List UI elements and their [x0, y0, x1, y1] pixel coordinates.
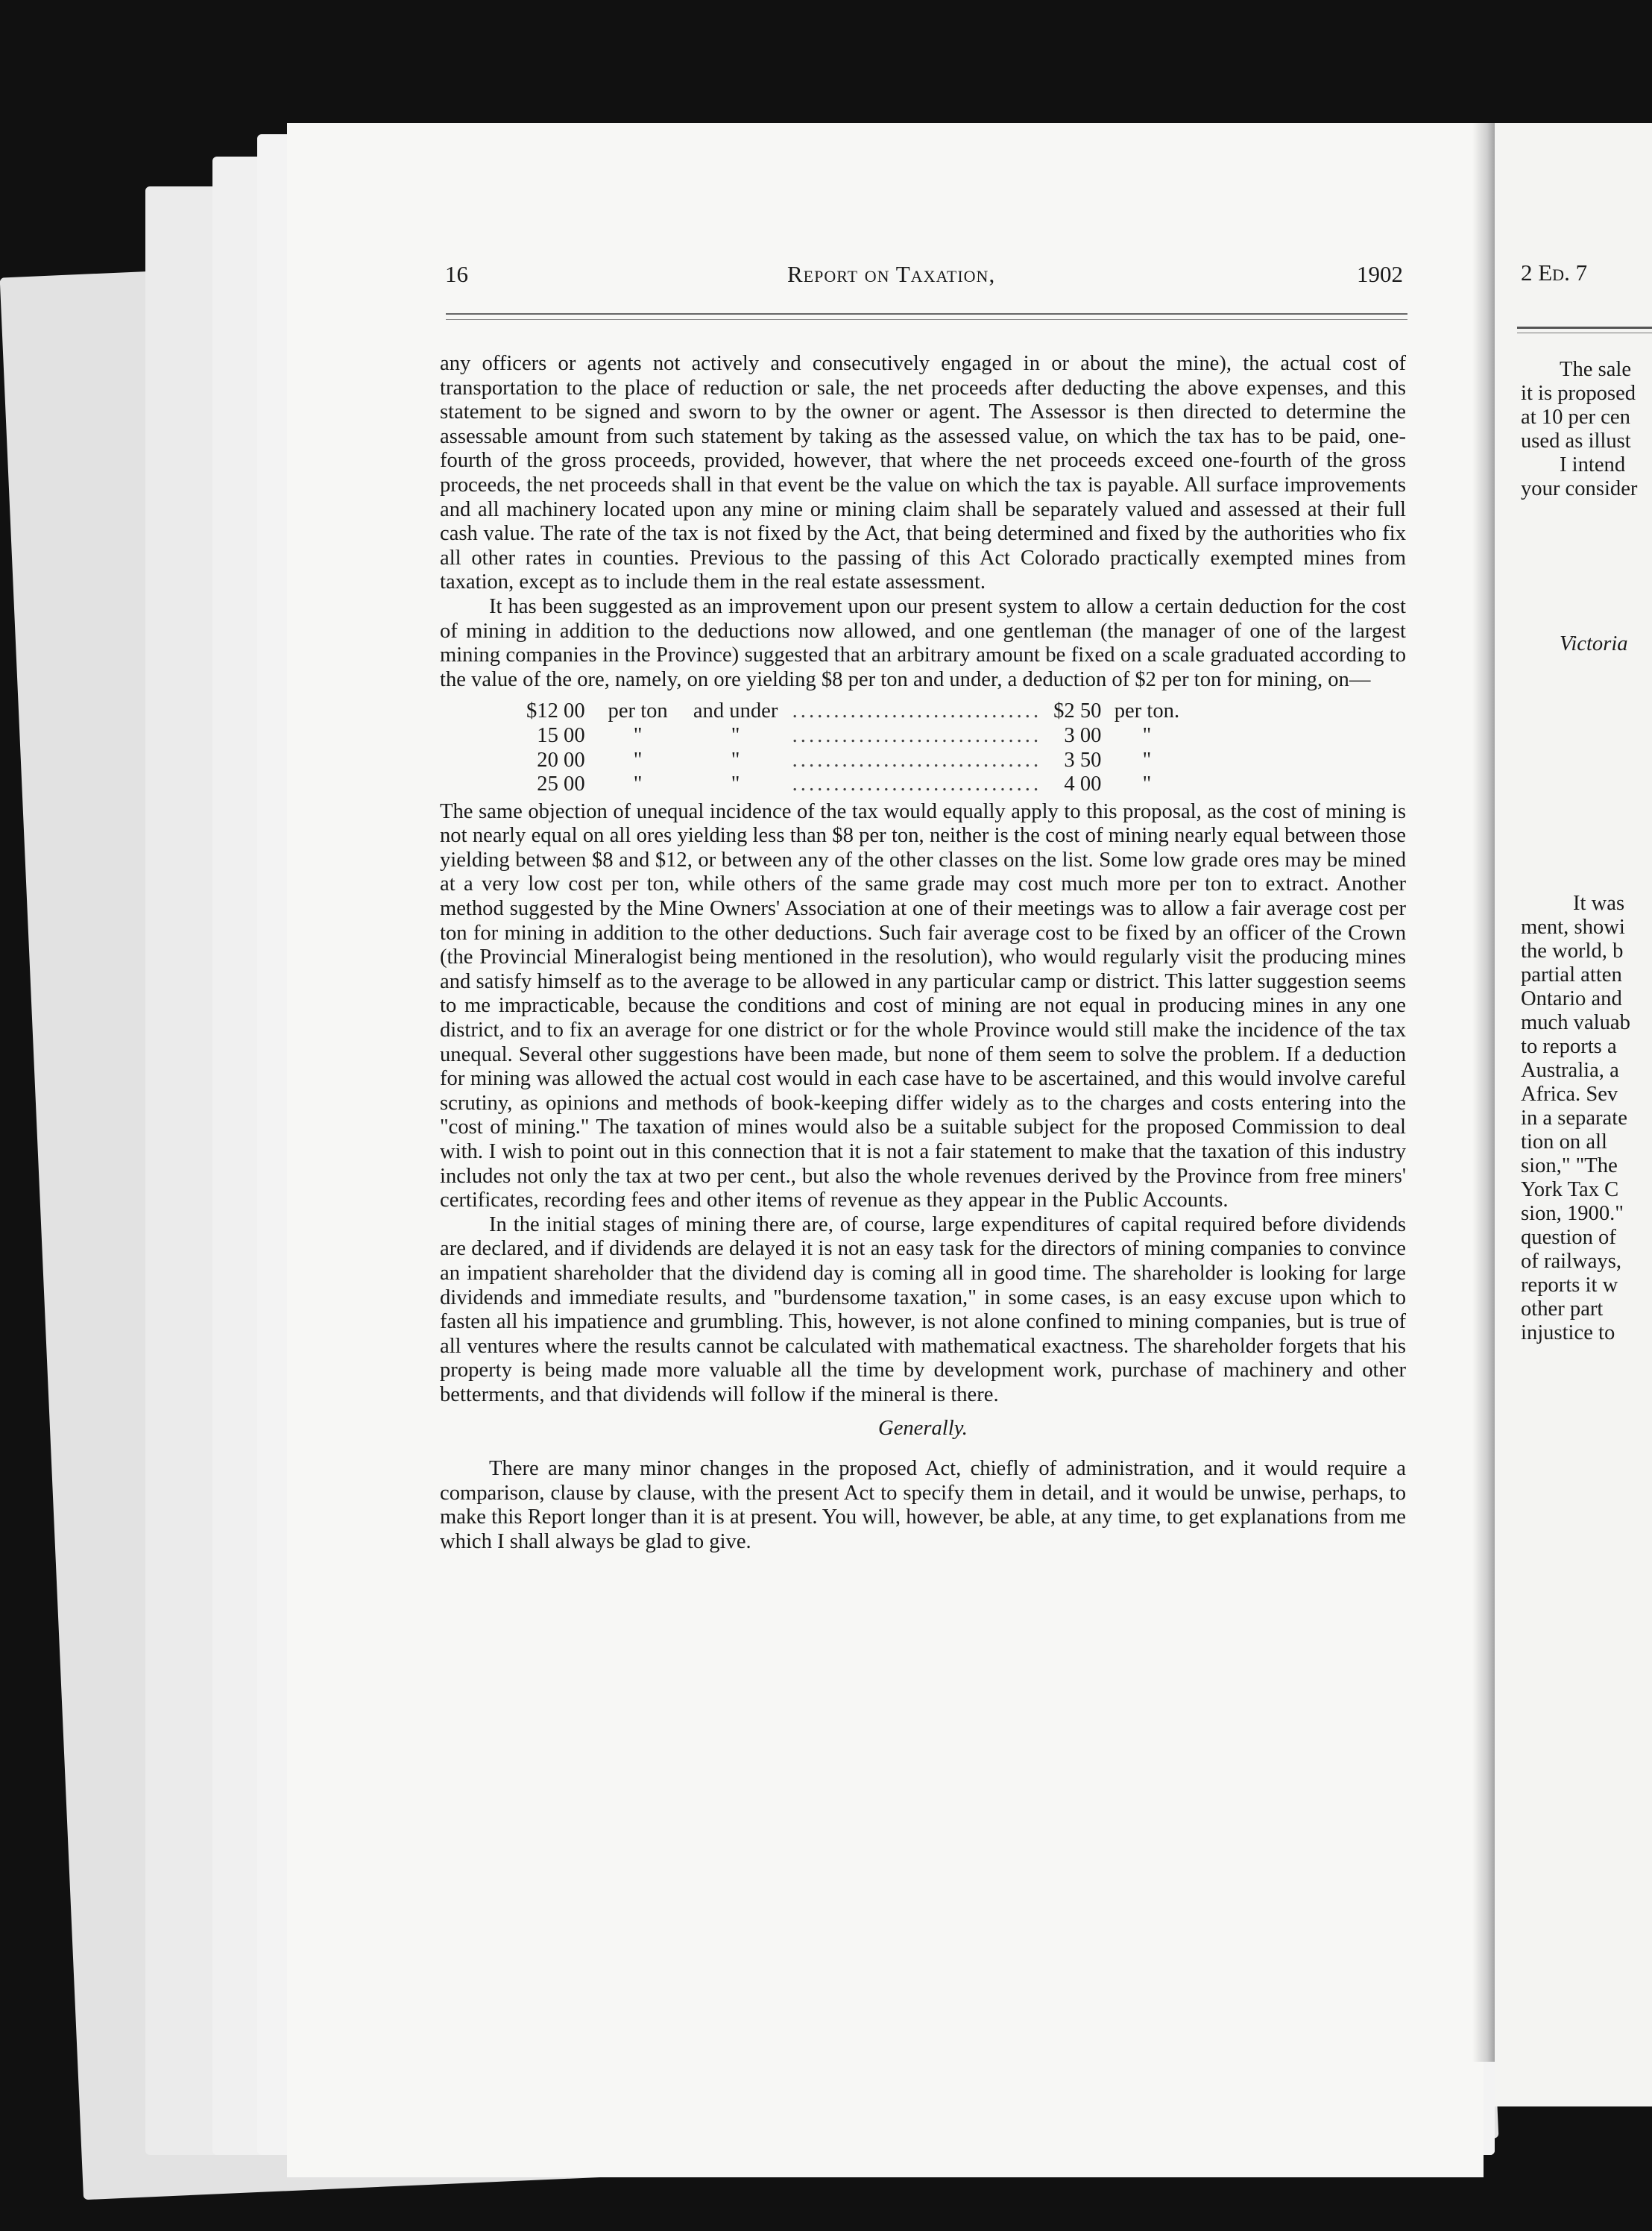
section-heading: Generally. [878, 1416, 968, 1440]
right-page-line: Ontario and [1521, 987, 1622, 1010]
rate-condition: and under [693, 699, 778, 723]
paragraph-4: In the initial stages of mining there are, of course, large expenditures of capital required before dividends are declared, and if dividends are delayed it is not an easy task for the directors of mining companies to convince an impatient shareholder that the dividend day is coming all in good time. The shareholder is looking for large dividends and immediate results, and "burdensome taxation," in some cases, is an easy excuse upon which to fasten all his impatience and grumbling. This, however, is not alone confined to mining companies, but is true of all ventures where the results cannot be calculated with mathematical exactness. The shareholder forgets that his property is being made more valuable all the time by development work, purchase of machinery and other betterments, and that dividends will follow if the mineral is there. [440, 1212, 1406, 1406]
paragraph-5: There are many minor changes in the proposed Act, chiefly of administration, and it would require a comparison, clause by clause, with the present Act to specify them in detail, and it would be unwise, perhaps, to make this Report longer than it is at present. You will, however, be able, at any time, to get explanations from me which I shall always be glad to give. [440, 1457, 1406, 1553]
rate-deduction: 3 00 [1064, 723, 1102, 747]
right-page-line: Australia, a [1521, 1059, 1619, 1082]
rate-unit: " [633, 723, 643, 747]
right-page-line: It was [1573, 892, 1625, 915]
deduction-table [520, 699, 1186, 796]
right-page-line: reports it w [1521, 1274, 1618, 1297]
right-page-line: your consider [1521, 477, 1638, 500]
right-page-line: sion," "The [1521, 1154, 1618, 1177]
rate-amount: 20 00 [537, 748, 585, 772]
rate-row [520, 749, 1186, 773]
right-page-line: ment, showi [1521, 916, 1625, 939]
rate-row [520, 772, 1186, 797]
rate-suffix: " [1142, 748, 1152, 772]
right-page-line: tion on all [1521, 1130, 1607, 1154]
rate-unit: per ton [608, 699, 668, 723]
right-page-line: used as illust [1521, 429, 1631, 453]
rate-deduction: 3 50 [1064, 748, 1102, 772]
right-page-line: of railways, [1521, 1250, 1621, 1273]
header-rule [446, 313, 1407, 315]
right-page-line: much valuab [1521, 1011, 1630, 1034]
right-page-line: Africa. Sev [1521, 1083, 1618, 1106]
right-page-line: sion, 1900." [1521, 1202, 1624, 1225]
right-page-rule [1517, 327, 1652, 329]
rate-unit: " [633, 772, 643, 796]
rate-suffix: per ton. [1114, 699, 1180, 723]
header-rule-thin [446, 319, 1407, 320]
rate-deduction: 4 00 [1064, 772, 1102, 796]
body-text [440, 352, 1406, 1555]
right-page-line: other part [1521, 1297, 1604, 1321]
paragraph-1: any officers or agents not actively and consecutively engaged in or about the mine), the actual cost of transportation to the place of reduction or sale, the net proceeds after deducting the above expenses, and this statement to be signed and sworn to by the owner or agent. The Assessor is then directed to determine the assessable amount from such statement by taking as the assessed value, on which the tax has to be paid, one-fourth of the gross proceeds, provided, however, that where the net proceeds exceed one-fourth of the gross proceeds, the net proceeds shall in that event be the value on which the tax is payable. All surface improvements and all machinery located upon any mine or mining claim shall be separately valued and assessed at their full cash value. The rate of the tax is not fixed by the Act, that being determined and fixed by the authorities who fix all other rates in counties. Previous to the passing of this Act Colorado practically exempted mines from taxation, except as to include them in the real estate assessment. [440, 352, 1406, 594]
rate-condition: " [731, 772, 740, 796]
rate-amount: 25 00 [537, 772, 585, 796]
header-year: 1902 [1357, 261, 1403, 287]
paragraph-3: The same objection of unequal incidence of the tax would equally apply to this proposal, as the cost of mining is not nearly equal on all ores yielding less than $8 per ton, neither is the cost of mining nearly equal between those yielding between $8 and $12, or between any of the other classes on the list. Some low grade ores may be mined at a very low cost per ton, while others of the same grade may cost much more per ton to extract. Another method suggested by the Mine Owners' Association at one of their meetings was to allow a fair average cost per ton for mining in addition to the other deductions. Such fair average cost to be fixed by an officer of the Crown (the Provincial Mineralogist being mentioned in the resolution), who would regularly visit the producing mines and satisfy himself as to the average to be allowed in any particular camp or district. This latter suggestion seems to me impracticable, because the conditions and cost of mining are not equal in producing mines in any one district, and to fix an average for one district or for the whole Province would still make the incidence of the tax unequal. Several other suggestions have been made, but none of them seem to solve the problem. If a deduction for mining was allowed the actual cost would in each case have to be ascertained, and this would involve careful scrutiny, as opinions and methods of book-keeping differ widely as to the charges and costs entering into the "cost of mining." The taxation of mines would also be a suitable subject for the proposed Commission to deal with. I wish to point out in this connection that it is not a fair statement to make that the taxation of this industry includes not only the tax at two per cent., but also the whole revenues derived by the Province from free miners' certificates, recording fees and other items of revenue as they appear in the Public Accounts. [440, 799, 1406, 1212]
rate-deduction: $2 50 [1053, 699, 1102, 723]
right-page-line: I intend [1560, 453, 1626, 476]
rate-row [520, 724, 1186, 749]
rate-condition: " [731, 748, 740, 772]
paragraph-2: It has been suggested as an improvement upon our present system to allow a certain deduction for the cost of mining in addition to the deductions now allowed, and one gentleman (the manager of one of the largest mining companies in the Province) suggested that an arbitrary amount be fixed on a scale graduated according to the value of the ore, namely, on ore yielding $8 per ton and under, a deduction of $2 per ton for mining, on— [440, 594, 1406, 691]
rate-condition: " [731, 723, 740, 747]
right-page-line: at 10 per cen [1521, 406, 1630, 429]
rate-amount: $12 00 [526, 699, 585, 723]
right-page-line: in a separate [1521, 1107, 1627, 1130]
rate-unit: " [633, 748, 643, 772]
right-page-line: York Tax C [1521, 1178, 1619, 1201]
rate-leader: .............................. [792, 748, 1042, 772]
right-page-line: the world, b [1521, 940, 1624, 963]
right-page-header: 2 Ed. 7 [1521, 259, 1588, 286]
right-page-line: to reports a [1521, 1035, 1617, 1058]
right-page-line: it is proposed [1521, 382, 1636, 405]
rate-suffix: " [1142, 723, 1152, 747]
rate-suffix: " [1142, 772, 1152, 796]
rate-leader: .............................. [792, 723, 1042, 747]
right-page-line: Victoria [1560, 632, 1628, 655]
right-page-line: injustice to [1521, 1321, 1615, 1344]
right-page-line: The sale [1560, 358, 1632, 381]
right-page-line: question of [1521, 1226, 1616, 1249]
rate-leader: .............................. [792, 772, 1042, 796]
running-title: Report on Taxation, [787, 261, 996, 287]
book-spine [1472, 123, 1496, 2062]
rate-amount: 15 00 [537, 723, 585, 747]
rate-leader: .............................. [792, 699, 1042, 723]
page-number: 16 [445, 261, 468, 287]
rate-row [520, 699, 1186, 724]
right-page-line: partial atten [1521, 963, 1622, 987]
